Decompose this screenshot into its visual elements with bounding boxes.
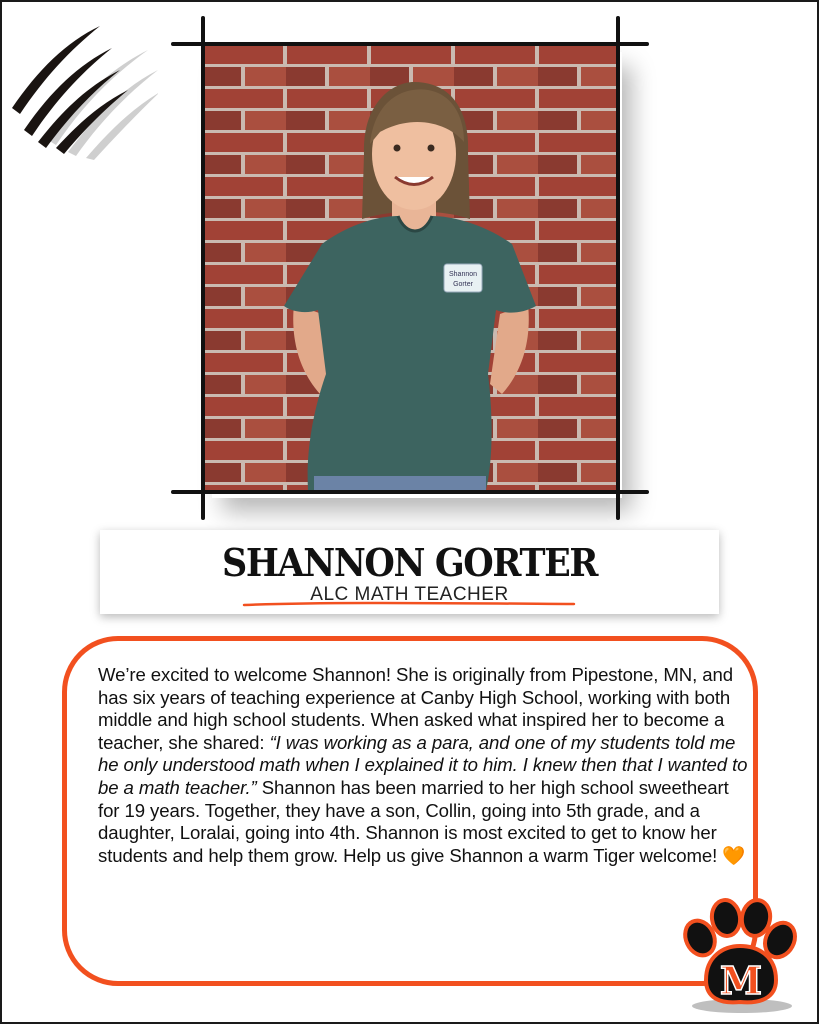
bio-text bbox=[98, 664, 748, 867]
teacher-photo-illustration bbox=[202, 44, 616, 490]
orange-heart-icon: 🧡 bbox=[722, 844, 746, 866]
name-tag-last: Gorter bbox=[453, 281, 473, 288]
paw-letter: M bbox=[719, 958, 763, 1003]
tiger-paw-icon bbox=[676, 898, 802, 1016]
bio-rest: Shannon has been married to her high school sweetheart for 19 years. Together, they have a son, Collin, going into 5th grade, and a daughter, Loralai, going into 4th. Shannon is most excited to get to know her students and help them grow. Help us give Shannon a warm Tiger welcome! bbox=[98, 776, 729, 866]
teacher-role: ALC MATH TEACHER bbox=[310, 584, 509, 605]
bio-intro: We’re excited to welcome Shannon! She is originally from Pipestone, MN, and has six years of teaching experience at Canby High School, working with both middle and high school students. When asked what inspired her to become a teacher, she shared: bbox=[98, 664, 733, 753]
claw-marks-icon bbox=[8, 20, 158, 160]
bio-quote: “I was working as a para, and one of my students told me he only understood math when I explained it to him. I knew then that I wanted to be a math teacher.” bbox=[98, 731, 748, 798]
role-underline bbox=[242, 597, 576, 611]
teacher-name: SHANNON GORTER bbox=[221, 540, 598, 585]
teacher-photo bbox=[202, 44, 616, 490]
name-tag-first: Shannon bbox=[448, 271, 478, 278]
